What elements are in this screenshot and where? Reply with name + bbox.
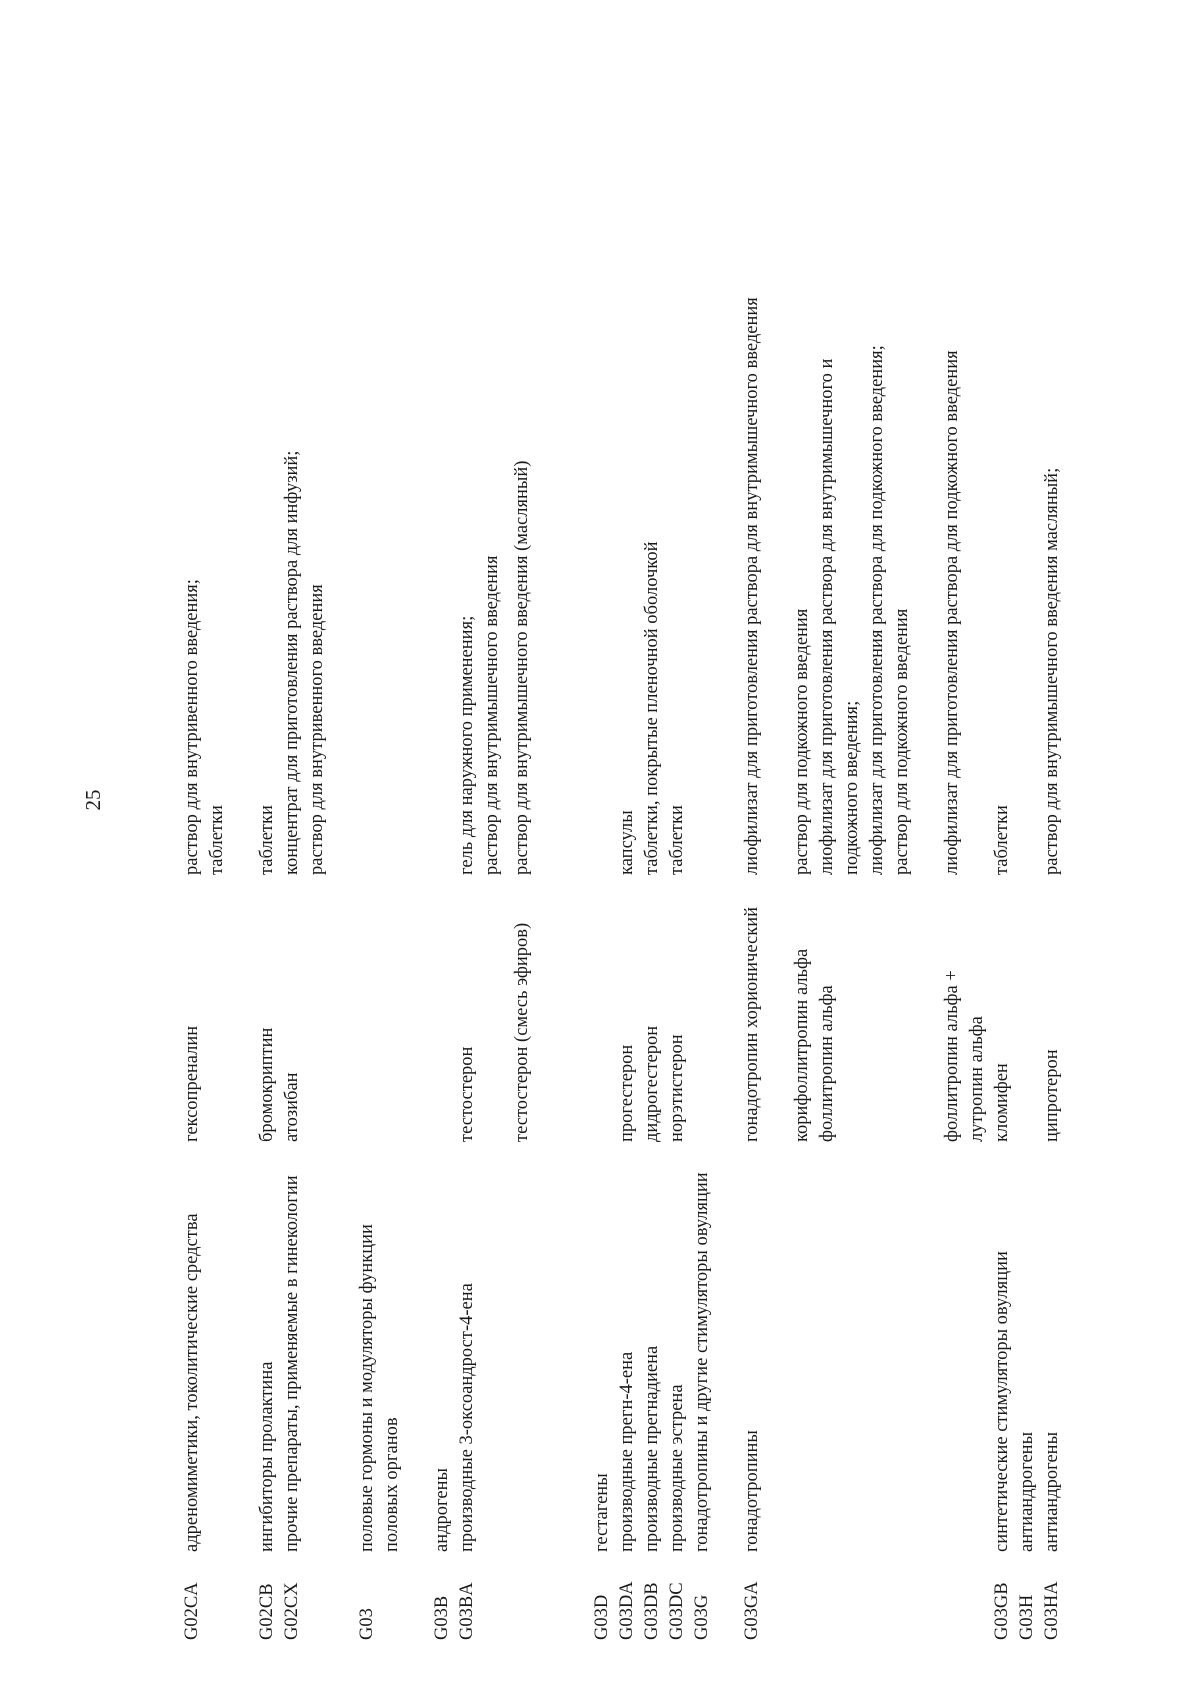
drug-name: тестостерон (смесь эфиров) xyxy=(512,922,532,1142)
dosage-forms xyxy=(180,275,230,875)
group-name: производные 3-оксоандрост-4-ена xyxy=(457,1283,477,1552)
dosage-form: лиофилизат для приготовления раствора для подкожного введения; xyxy=(867,345,887,875)
dosage-forms xyxy=(455,275,505,875)
dosage-forms xyxy=(815,275,915,875)
atc-code: G03BA xyxy=(457,1582,477,1640)
dosage-form: таблетки, покрытые пленочной оболочкой xyxy=(642,541,662,875)
dosage-forms xyxy=(615,275,640,875)
dosage-forms xyxy=(990,275,1015,875)
drug-name: дидрогестерон xyxy=(642,1025,662,1142)
dosage-form: лиофилизат для приготовления раствора для внутримышечного и подкожного введения; xyxy=(817,358,862,875)
group-name: половые гормоны и модуляторы функции половых органов xyxy=(357,1224,402,1552)
dosage-forms xyxy=(740,275,765,875)
dosage-forms xyxy=(665,275,690,875)
dosage-form: капсулы xyxy=(617,810,637,875)
group-name: производные прегн-4-ена xyxy=(617,1351,637,1552)
dosage-form: раствор для внутримышечного введения (масляный) xyxy=(512,460,532,875)
group-name: гонадотропины и другие стимуляторы овуляции xyxy=(692,1172,712,1552)
atc-code: G03G xyxy=(692,1594,712,1640)
atc-code: G03D xyxy=(592,1594,612,1640)
group-name: адреномиметики, токолитические средства xyxy=(182,1213,202,1552)
atc-code: G03GA xyxy=(742,1581,762,1640)
dosage-form: концентрат для приготовления раствора для инфузий; xyxy=(282,450,302,875)
dosage-form: раствор для внутримышечного введения масляный; xyxy=(1042,467,1062,875)
atc-code: G03 xyxy=(357,1608,377,1640)
page-number: 25 xyxy=(81,789,105,811)
drug-name: атозибан xyxy=(282,1072,302,1142)
atc-code: G02CB xyxy=(257,1583,277,1640)
dosage-form: гель для наружного применения; xyxy=(457,615,477,875)
atc-code: G03DA xyxy=(617,1581,637,1640)
group-name: синтетические стимуляторы овуляции xyxy=(992,1251,1012,1552)
dosage-form: таблетки xyxy=(257,805,277,875)
dosage-forms xyxy=(790,275,815,875)
dosage-form: таблетки xyxy=(992,805,1012,875)
drug-name: фоллитропин альфа xyxy=(817,985,837,1142)
drug-name: тестостерон xyxy=(457,1046,477,1142)
group-name: производные эстрена xyxy=(667,1384,687,1552)
atc-code: G03DB xyxy=(642,1582,662,1640)
dosage-forms xyxy=(255,275,280,875)
atc-code: G03GB xyxy=(992,1582,1012,1640)
dosage-form: таблетки xyxy=(667,805,687,875)
group-name: антиандрогены xyxy=(1017,1431,1037,1552)
dosage-forms xyxy=(1040,275,1065,875)
group-name: производные прегнадиена xyxy=(642,1345,662,1552)
dosage-form: раствор для внутримышечного введения xyxy=(482,555,502,875)
atc-code: G03B xyxy=(432,1595,452,1640)
group-name: гонадотропины xyxy=(742,1430,762,1552)
dosage-forms xyxy=(640,275,665,875)
group-name: андрогены xyxy=(432,1468,452,1552)
group-name: гестагены xyxy=(592,1473,612,1552)
atc-code: G03H xyxy=(1017,1594,1037,1640)
dosage-forms xyxy=(510,275,535,875)
drug-name: гексопреналин xyxy=(182,1025,202,1142)
drug-name: прогестерон xyxy=(617,1044,637,1142)
dosage-forms xyxy=(940,275,965,875)
group-name: ингибиторы пролактина xyxy=(257,1361,277,1552)
drug-name: кломифен xyxy=(992,1063,1012,1142)
group-name: антиандрогены xyxy=(1042,1431,1062,1552)
atc-code: G02CX xyxy=(282,1582,302,1640)
atc-code: G03DC xyxy=(667,1582,687,1640)
dosage-form: раствор для подкожного введения xyxy=(892,608,912,875)
dosage-form: таблетки xyxy=(207,805,227,875)
dosage-form: раствор для внутривенного введения; xyxy=(182,579,202,875)
drug-table xyxy=(180,160,1110,1640)
dosage-forms xyxy=(280,275,330,875)
drug-name: корифоллитропин альфа xyxy=(792,948,812,1142)
dosage-form: раствор для подкожного введения xyxy=(792,608,812,875)
dosage-form: лиофилизат для приготовления раствора для внутримышечного введения xyxy=(742,297,762,875)
dosage-form: раствор для внутривенного введения xyxy=(307,584,327,875)
drug-name: гонадотропин хорионический xyxy=(742,906,762,1142)
group-name: прочие препараты, применяемые в гинекологии xyxy=(282,1175,302,1552)
drug-name: ципротерон xyxy=(1042,1049,1062,1142)
drug-name: норэтистерон xyxy=(667,1034,687,1142)
dosage-form: лиофилизат для приготовления раствора для подкожного введения xyxy=(942,350,962,875)
drug-name: фоллитропин альфа + лутропин альфа xyxy=(942,970,987,1142)
atc-code: G02CA xyxy=(182,1582,202,1640)
drug-name: бромокриптин xyxy=(257,1027,277,1142)
atc-code: G03HA xyxy=(1042,1581,1062,1640)
